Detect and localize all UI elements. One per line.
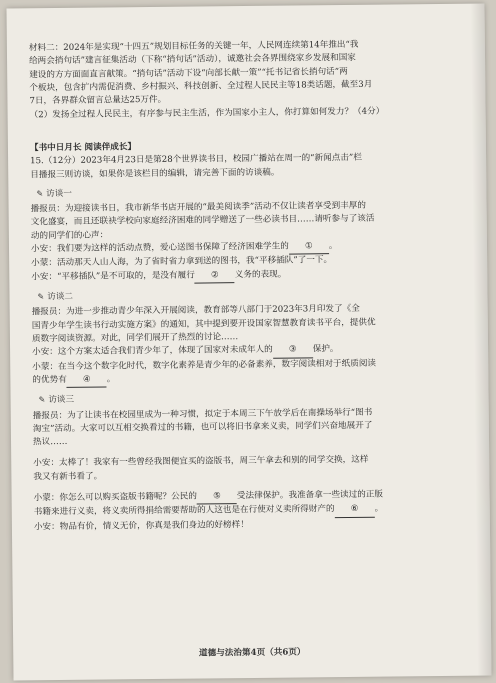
answer-blank-5[interactable]: ⑤ (197, 490, 237, 505)
page-content (29, 38, 464, 534)
interview-line: 播报员：为进一步推动青少年深入开展阅读，教育部等八部门于2023年3月印发了《全 (31, 304, 360, 318)
pen-icon: ✎ (38, 395, 46, 405)
dialogue-text: 。 (374, 503, 384, 515)
interview-line: 热议…… (32, 437, 68, 448)
interview-line: 动的同学们的心声： (30, 230, 109, 242)
dialogue-text: 小安：我们要为这样的活动点赞，爱心送图书保障了经济困难学生的 (30, 241, 289, 255)
interview-line: 播报员：为了让读书在校园里成为一种习惯，拟定于本周三下午放学后在南操场举行“图书 (32, 407, 373, 421)
interview-line: 文化盛宴，而且还联袂学校向家庭经济困难的同学赠送了一些必读书目……请听参与了该活 (30, 214, 375, 228)
answer-blank-6[interactable]: ⑥ (334, 503, 374, 518)
question-15-line: 15.（12分）2023年4月23日是第28个世界读书日，校园广播站在周一的“新闻点击”栏 (30, 152, 362, 167)
dialogue-line: 小蒙：活动那天人山人海，为了省时省力拿到送的图书，我“平移插队”了一下。 (31, 255, 333, 269)
dialogue-text: 。 (328, 241, 338, 252)
dialogue-line: 小蒙：在当今这个数字化时代，数字化素养是青少年的必备素养，数字阅读相对于纸质阅读 (32, 358, 377, 372)
material-two (29, 38, 460, 109)
dialogue-text: 小蒙：你怎么可以购买盗版书籍呢？公民的 (33, 491, 197, 504)
dialogue-text: 的优势有 (32, 374, 67, 386)
dialogue-text: 小安：这个方案太适合我们青少年了，体现了国家对未成年人的 (32, 345, 273, 358)
interview-line: 国青少年学生读书行动实施方案》的通知，其中提到要开设国家智慧教育读书平台，提供优 (31, 317, 376, 331)
pen-icon: ✎ (37, 292, 45, 302)
dialogue-text: 书籍来进行义卖，将义卖所得捐给需要帮助的人这也是在行使对义卖所得财产的 (33, 504, 335, 518)
page-footer: 道德与法治第4页（共6页） (198, 647, 306, 659)
pen-icon: ✎ (36, 188, 44, 199)
interview-title: 访谈三 (48, 395, 75, 406)
material-line: 个板块，包含扩内需促消费、乡村振兴、科技创新、全过程人民民主等18类话题，截至3月 (29, 79, 373, 94)
interview-line: 质数字阅读资源。对此，同学们展开了热烈的讨论…… (31, 332, 239, 345)
dialogue-line: 小安：物品有价，情义无价，你真是我们身边的好榜样！ (33, 519, 249, 532)
interview-title: 访谈一 (46, 188, 72, 199)
question-15-line: 目播报三则访谈，如果你是该栏目的编辑，请完善下面的访谈稿。 (30, 167, 280, 180)
dialogue-line: 小安：太棒了！我家有一些曾经我图便宜买的盗版书，周三午拿去和别的同学交换，这样 (33, 455, 369, 469)
answer-blank-2[interactable]: ② (195, 269, 235, 284)
exam-page (6, 4, 491, 681)
material-line: 建设的方方面面直言献策。“捎句话”活动下设“向部长献一策”“托书记省长捎句话”两 (29, 66, 348, 80)
page-shadow (470, 4, 491, 676)
interview-title: 访谈二 (47, 291, 74, 303)
dialogue-text: 保护。 (312, 344, 339, 355)
answer-blank-4[interactable]: ④ (67, 373, 107, 388)
dialogue-text: 。 (106, 374, 116, 385)
question-two: （2）发扬全过程人民民主，有序参与民主生活，作为国家小主人，你打算如何发力？（4分） (29, 106, 385, 120)
section-title: 【书中日月长 阅读伴成长】 (29, 142, 137, 154)
interview-line: 播报员：为迎接读书日，我市新华书店开展的“最美阅读季”活动不仅让读者享受到丰厚的 (30, 200, 366, 215)
material-line: 材料二：2024年是实现“十四五”规划目标任务的关键一年，人民网连续第14年推出“我 (28, 39, 359, 54)
material-line: 给两会捎句话”建言征集活动（下称“捎句话”活动），诚邀社会各界围绕家乡发展和国家 (28, 53, 356, 67)
dialogue-line: 我又有新书看了。 (33, 471, 103, 483)
dialogue-text: 义务的表现。 (234, 269, 287, 280)
dialogue-text: 小安：“平移插队”是不可取的，是没有履行 (31, 270, 195, 282)
answer-blank-3[interactable]: ③ (273, 344, 313, 359)
material-line: 7日，各界群众留言总量达25万件。 (29, 95, 167, 107)
interview-line: 淘宝”活动。大家可以互相交换看过的书籍，也可以将旧书拿来义卖，同学们兴奋地展开了 (32, 420, 373, 435)
answer-blank-1[interactable]: ① (289, 240, 329, 255)
dialogue-text: 受法律保护。我准备拿一些读过的正版 (236, 489, 384, 502)
